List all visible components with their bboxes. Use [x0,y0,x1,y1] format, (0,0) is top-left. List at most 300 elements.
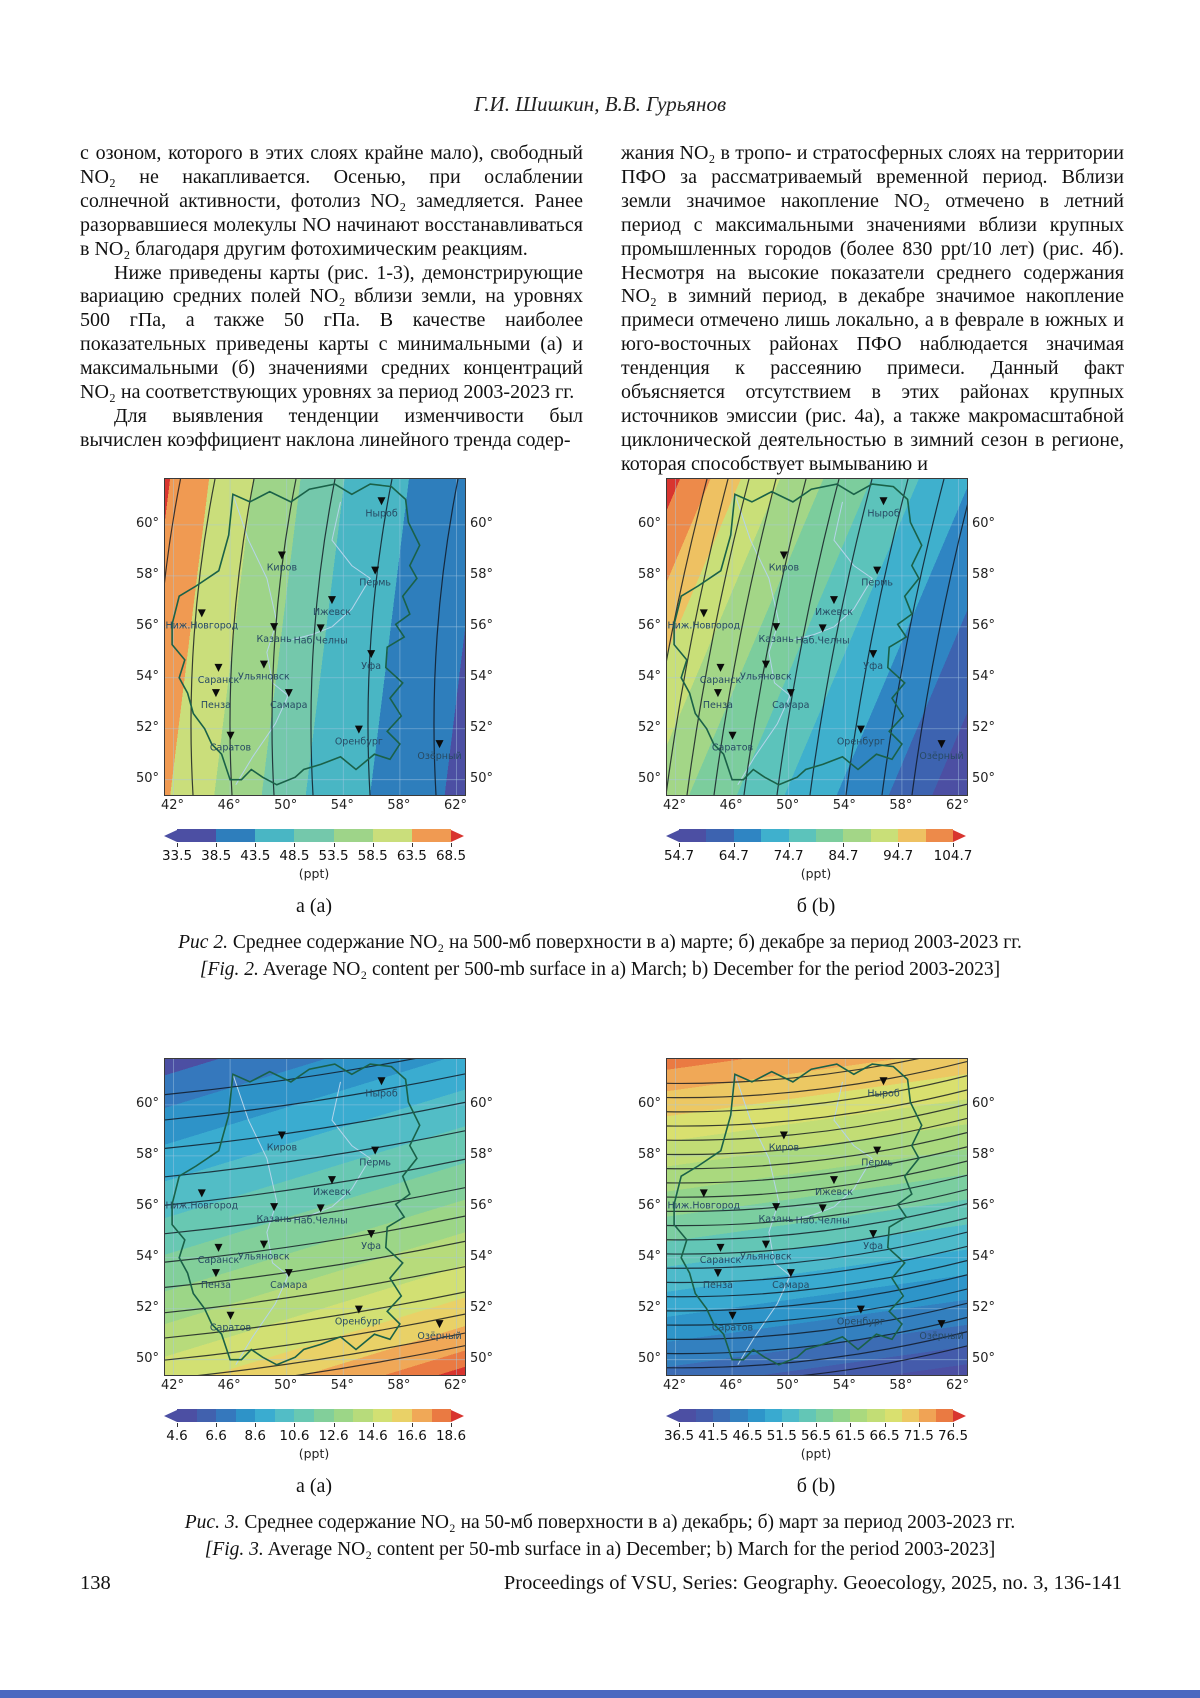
colorbar-tick-mark [748,1423,749,1427]
lon-tick-label: 58° [889,798,913,813]
colorbar-segment [696,1409,713,1422]
city-marker [873,567,881,575]
colorbar-bar [164,829,464,842]
city-label: Саратов [711,1322,754,1334]
colorbar-tick-label: 33.5 [161,848,193,864]
colorbar-tick-mark [216,843,217,847]
colorbar-arrow-right [451,830,464,842]
lon-tick-label: 54° [832,1378,856,1393]
isoline [667,1062,967,1098]
city-marker [260,1241,268,1249]
colorbar-segment [902,1409,919,1422]
isoline [667,1104,967,1140]
contour-map [164,1058,466,1376]
colorbar-tick-label: 68.5 [435,848,467,864]
colorbar-tick-mark [451,843,452,847]
city-marker [212,689,220,697]
lon-tick-label: 58° [387,1378,411,1393]
lat-tick-label: 54° [470,668,494,684]
colorbar-bar [666,829,966,842]
lat-tick-label: 58° [972,566,996,582]
colorbar-segment [334,829,373,842]
lat-tick-label: 60° [972,1095,996,1111]
isoline [667,1059,967,1083]
colorbar-segment [294,1409,314,1422]
city-label: Ульяновск [238,1251,290,1263]
lat-tick-label: 52° [470,1299,494,1315]
city-label: Оренбург [836,736,885,748]
colorbar-arrow-right [953,830,966,842]
city-marker [317,624,325,632]
colorbar-tick-label: 36.5 [663,1428,695,1444]
city-label: Ниж.Новгород [165,1200,239,1212]
city-label: Саранск [197,674,240,686]
colorbar-tick-label: 58.5 [357,848,388,864]
body-paragraph: Для выявления тенденции изменчивости был вычислен коэффициент наклона линейного тренда содер- [80,404,583,451]
figure-caption-en [0,1537,1200,1564]
lon-tick-label: 62° [443,1378,468,1393]
colorbar-segment [936,1409,953,1422]
figure-caption [0,1510,1200,1563]
colorbar-tick-mark [679,843,680,847]
panel-label: а (a) [295,895,333,917]
colorbar-segment [334,1409,354,1422]
colorbar-tick-label: 54.7 [663,848,695,864]
city-marker [371,1147,379,1155]
colorbar-ticks [161,843,467,868]
city-label: Оренбург [334,736,383,748]
lon-tick-label: 46° [217,798,241,813]
city-marker [436,1320,444,1328]
city-label: Уфа [863,661,884,673]
city-label: Пенза [200,700,231,712]
lat-tick-label: 60° [135,515,159,531]
figure-caption-ru [0,930,1200,957]
colorbar-tick-label: 61.5 [835,1428,866,1444]
contour-map [666,478,968,796]
lat-tick-label: 54° [972,668,996,684]
colorbar-tick-label: 38.5 [201,848,232,864]
colorbar-arrow-left [164,1410,177,1422]
city-label: Киров [768,1142,800,1154]
city-marker [260,661,268,669]
isoline [165,1059,465,1095]
colorbar-tick-label: 16.6 [396,1428,427,1444]
city-marker [857,726,865,734]
city-label: Ниж.Новгород [667,620,741,632]
colorbar-tick-mark [373,1423,374,1427]
city-label: Пенза [200,1280,231,1292]
isoline [434,479,458,795]
city-label: Киров [266,562,298,574]
colorbar-tick-mark [919,1423,920,1427]
lat-tick-label: 50° [972,1350,996,1366]
city-label: Ниж.Новгород [667,1200,741,1212]
city-marker [328,596,336,604]
lat-tick-label: 60° [470,1095,494,1111]
page-footer [80,1572,1122,1595]
colorbar-tick-mark [216,1423,217,1427]
city-label: Ныроб [867,1088,900,1100]
colorbar-segment [255,829,294,842]
lat-tick-label: 58° [637,566,661,582]
city-marker [880,1077,888,1085]
colorbar [663,1409,969,1461]
lat-tick-label: 56° [637,1197,661,1213]
colorbar-tick-label: 10.6 [279,1428,310,1444]
lon-tick-label: 50° [776,798,800,813]
lon-tick-label: 46° [217,1378,241,1393]
lon-tick-label: 58° [889,1378,913,1393]
colorbar-segment [816,829,843,842]
lon-tick-label: 62° [443,798,468,813]
colorbar-tick-label: 71.5 [903,1428,934,1444]
isoline [165,1159,465,1205]
lon-tick-label: 58° [387,798,411,813]
map-area [630,478,1002,794]
city-label: Пенза [702,700,733,712]
colorbar-segment [255,1409,275,1422]
colorbar-tick-mark [734,843,735,847]
colorbar-segment [432,1409,452,1422]
colorbar-segment [799,1409,816,1422]
map-area [630,1058,1002,1374]
city-marker [714,689,722,697]
city-label: Казань [256,634,292,646]
colorbar-unit: (ppt) [298,1446,330,1461]
city-label: Оренбург [334,1316,383,1328]
colorbar-ticks [663,1423,969,1448]
colorbar-segment [867,1409,884,1422]
city-label: Самара [270,700,308,712]
city-marker [729,1312,737,1320]
colorbar-tick-label: 66.5 [869,1428,900,1444]
colorbar-tick-mark [679,1423,680,1427]
colorbar-tick-mark [713,1423,714,1427]
colorbar-tick-label: 51.5 [766,1428,797,1444]
colorbar-segment [833,1409,850,1422]
city-marker [729,732,737,740]
lat-tick-label: 54° [470,1248,494,1264]
contour-map [164,478,466,796]
lat-tick-label: 58° [637,1146,661,1162]
colorbar-tick-label: 18.6 [435,1428,467,1444]
lat-tick-label: 56° [135,617,159,633]
map-overlay [165,1059,465,1375]
lon-tick-label: 42° [662,798,687,813]
colorbar-segment [782,1409,799,1422]
city-marker [214,1244,222,1252]
lon-tick-label: 54° [330,1378,354,1393]
city-marker [378,1077,386,1085]
colorbar-segment [679,1409,696,1422]
colorbar-arrow-left [666,830,679,842]
lon-tick-label: 62° [945,1378,970,1393]
colorbar-segment [926,829,953,842]
city-marker [700,1189,708,1197]
isoline [667,1133,967,1169]
city-marker [938,740,946,748]
colorbar-tick-mark [412,1423,413,1427]
figure-caption-en-text: Average NO₂ content per 50-mb surface in a) December; b) March for the period 2003-2023] [263,1538,996,1560]
figure-caption [0,930,1200,983]
isoline [667,1346,967,1375]
colorbar-segment [850,1409,867,1422]
colorbar-tick-label: 48.5 [279,848,310,864]
city-label: Пермь [861,577,894,589]
city-label: Озёрный [919,751,964,763]
colorbar [164,1409,467,1461]
city-marker [227,1312,235,1320]
colorbar-segment [412,1409,432,1422]
lon-tick-label: 42° [160,1378,185,1393]
body-paragraph: жания NO₂ в тропо- и стратосферных слоях на территории ПФО за рассматриваемый временной период. Вблизи земли значимое накопление NO₂ отмечено в летний период с максимальными значениями вблизи крупных промышленных городов (более 830 ppt/10 лет) (рис. 4б). Несмотря на высокие показатели среднего содержания NO₂ в зимний период, в декабре значимое накопление примеси отмечено лишь локально, а в феврале в южных и юго-восточных районах ПФО наблюдается значимая тенденция к рассеянию примеси. Данный факт объясняется отсутствием в этих районах крупных источников эмиссии (рис. 4а), а также макромасштабной циклонической деятельностью в зимний сезон в регионе, которая способствует вымыванию и [621,142,1124,475]
colorbar-segment [761,829,788,842]
colorbar-tick-mark [255,1423,256,1427]
river-line [292,502,370,640]
colorbar-tick-mark [850,1423,851,1427]
lat-tick-label: 56° [135,1197,159,1213]
colorbar-tick-label: 4.6 [166,1428,188,1444]
colorbar-segment [373,1409,393,1422]
colorbar [663,829,973,881]
colorbar-segment [236,1409,256,1422]
city-label: Ныроб [867,508,900,520]
panel-label: б (b) [796,895,836,917]
lat-tick-label: 56° [637,617,661,633]
isoline [165,1074,465,1120]
bottom-accent-bar [0,1690,1200,1698]
city-label: Саратов [209,742,252,754]
city-marker [214,664,222,672]
lon-tick-label: 50° [274,1378,298,1393]
lat-tick-label: 50° [637,770,661,786]
panel-label: б (b) [796,1475,836,1497]
colorbar-tick-label: 14.6 [357,1428,388,1444]
city-label: Ниж.Новгород [165,620,239,632]
lat-tick-label: 60° [637,515,661,531]
city-label: Пенза [702,1280,733,1292]
city-marker [762,661,770,669]
city-marker [819,624,827,632]
colorbar-tick-label: 84.7 [828,848,859,864]
city-label: Самара [772,700,810,712]
colorbar-tick-mark [816,1423,817,1427]
lat-tick-label: 50° [470,1350,494,1366]
lat-tick-label: 52° [470,719,494,735]
journal-reference: Proceedings of VSU, Series: Geography. Geoecology, 2025, no. 3, 136-141 [503,1572,1122,1594]
text-column-left [80,142,583,453]
city-marker [787,689,795,697]
colorbar-tick-mark [334,843,335,847]
lon-axis [160,1374,468,1395]
colorbar-tick-mark [885,1423,886,1427]
colorbar-bar [164,1409,464,1422]
colorbar-tick-label: 41.5 [698,1428,729,1444]
colorbar-tick-mark [953,843,954,847]
city-marker [355,726,363,734]
colorbar-tick-mark [177,1423,178,1427]
figure-caption-ru [0,1510,1200,1537]
colorbar-tick-label: 64.7 [718,848,749,864]
city-label: Казань [758,1214,794,1226]
city-marker [716,1244,724,1252]
city-label: Ижевск [814,1187,854,1199]
colorbar-tick-mark [843,843,844,847]
lat-tick-label: 54° [637,668,661,684]
colorbar-unit: (ppt) [298,866,330,881]
colorbar-tick-mark [177,843,178,847]
figure-panels-row [0,1058,1200,1498]
panel-label: а (a) [295,1475,333,1497]
figure-caption-ru-text: Среднее содержание NO₂ на 500-мб поверхности в а) марте; б) декабре за период 2003-2023 гг. [227,932,1022,953]
city-label: Озёрный [417,751,462,763]
lon-tick-label: 62° [945,798,970,813]
city-marker [830,1176,838,1184]
colorbar-segment [392,1409,412,1422]
isoline [165,1131,465,1177]
map-overlay [667,1059,967,1375]
lat-tick-label: 56° [972,617,996,633]
map-panel [630,1058,1002,1498]
city-label: Пермь [861,1157,894,1169]
colorbar-segment [843,829,870,842]
city-label: Самара [270,1280,308,1292]
colorbar-segment [412,829,451,842]
colorbar-tick-mark [953,1423,954,1427]
lat-tick-label: 56° [470,1197,494,1213]
colorbar-tick-label: 6.6 [205,1428,227,1444]
map-overlay [667,479,967,795]
colorbar-tick-label: 76.5 [937,1428,969,1444]
lat-tick-label: 58° [470,566,494,582]
lon-tick-label: 50° [274,798,298,813]
lon-tick-label: 42° [662,1378,687,1393]
colorbar-tick-label: 53.5 [318,848,349,864]
map-panel [630,478,1002,918]
city-label: Оренбург [836,1316,885,1328]
colorbar-tick-label: 63.5 [396,848,427,864]
city-label: Уфа [863,1241,884,1253]
lat-tick-label: 50° [470,770,494,786]
colorbar-tick-label: 74.7 [773,848,804,864]
isoline [667,1147,967,1183]
lat-tick-label: 56° [972,1197,996,1213]
city-marker [700,609,708,617]
colorbar-tick-mark [294,1423,295,1427]
lon-tick-label: 50° [776,1378,800,1393]
lat-tick-label: 56° [470,617,494,633]
colorbar-segment [765,1409,782,1422]
city-label: Саратов [209,1322,252,1334]
colorbar-segment [197,1409,217,1422]
lat-tick-label: 58° [470,1146,494,1162]
colorbar-tick-mark [294,843,295,847]
city-marker [212,1269,220,1277]
page-number: 138 [80,1572,111,1594]
colorbar-tick-mark [334,1423,335,1427]
city-marker [436,740,444,748]
colorbar-segment [898,829,925,842]
city-marker [716,664,724,672]
colorbar-tick-label: 94.7 [883,848,914,864]
colorbar-tick-mark [789,843,790,847]
city-label: Озёрный [417,1331,462,1343]
lat-tick-label: 50° [135,1350,159,1366]
lat-tick-label: 54° [637,1248,661,1264]
city-label: Пермь [359,1157,392,1169]
colorbar [161,829,467,881]
colorbar-segment [216,829,255,842]
map-panel [128,1058,500,1498]
city-label: Озёрный [919,1331,964,1343]
colorbar-segment [789,829,816,842]
map-overlay [165,479,465,795]
colorbar-unit: (ppt) [800,866,832,881]
map-area [128,1058,500,1374]
figure-panels-row [0,478,1200,918]
city-label: Ульяновск [740,1251,792,1263]
city-label: Наб.Челны [293,635,348,647]
lon-axis [160,794,468,815]
colorbar-tick-label: 56.5 [800,1428,832,1444]
lat-tick-label: 54° [135,668,159,684]
lat-tick-label: 58° [972,1146,996,1162]
colorbar-unit: (ppt) [800,1446,832,1461]
lat-tick-label: 52° [637,1299,661,1315]
city-marker [762,1241,770,1249]
colorbar-tick-mark [898,843,899,847]
city-marker [285,689,293,697]
colorbar-arrow-left [164,830,177,842]
page-header-authors: Г.И. Шишкин, В.В. Гурьянов [473,92,727,116]
body-paragraph: с озоном, которого в этих слоях крайне мало), свободный NO₂ не накапливается. Осенью, при ослаблении солнечной активности, фотолиз NO₂ замедляется. Ранее разорвавшиеся молекулы NO начинают восстанавливаться в NO₂ благодаря другим фотохимическим реакциям. [80,142,583,260]
isoline [667,1118,967,1154]
colorbar-segment [713,1409,730,1422]
lat-tick-label: 60° [470,515,494,531]
city-label: Наб.Челны [795,635,850,647]
colorbar-segment [294,829,333,842]
city-label: Уфа [361,661,382,673]
colorbar-tick-label: 46.5 [732,1428,763,1444]
colorbar-arrow-left [666,1410,679,1422]
city-marker [367,650,375,658]
city-label: Киров [768,562,800,574]
colorbar-ticks [663,843,973,868]
city-label: Самара [772,1280,810,1292]
isoline [667,1090,967,1126]
city-marker [317,1204,325,1212]
figure-2 [0,478,1200,983]
city-marker [869,650,877,658]
city-label: Киров [266,1142,298,1154]
lat-tick-label: 50° [972,770,996,786]
contour-map [666,1058,968,1376]
colorbar-tick-label: 43.5 [240,848,271,864]
colorbar-segment [314,1409,334,1422]
city-label: Наб.Челны [795,1215,850,1227]
lon-tick-label: 46° [719,798,743,813]
city-label: Саранск [197,1254,240,1266]
colorbar-arrow-right [953,1410,966,1422]
lon-axis [662,794,970,815]
city-marker [714,1269,722,1277]
colorbar-segment [275,1409,295,1422]
city-marker [278,1132,286,1140]
colorbar-segment [734,829,761,842]
lon-axis [662,1374,970,1395]
colorbar-segment [748,1409,765,1422]
